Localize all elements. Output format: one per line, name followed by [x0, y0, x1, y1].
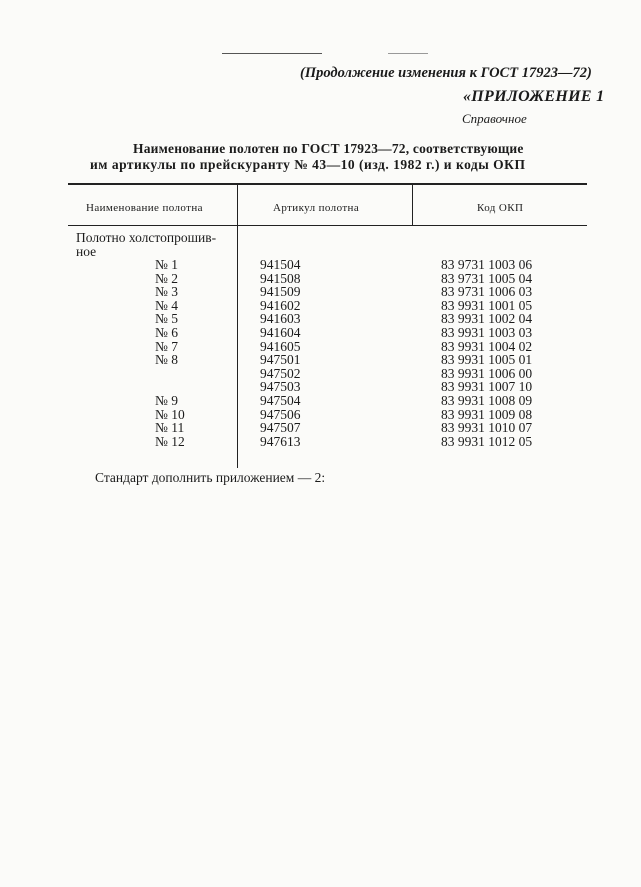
column-header-article: Артикул полотна — [273, 202, 360, 214]
row-article: 947507 — [260, 420, 301, 436]
table-title-line1: Наименование полотен по ГОСТ 17923—72, соответствующие — [133, 141, 524, 156]
footer-text: Стандарт дополнить приложением — 2: — [95, 470, 326, 485]
row-name: № 8 — [155, 352, 179, 368]
row-name: № 4 — [155, 297, 179, 313]
row-name: № 3 — [155, 284, 179, 300]
row-code: 83 9931 1009 08 — [441, 406, 533, 422]
row-article: 947613 — [260, 433, 301, 449]
row-code: 83 9931 1006 00 — [441, 365, 533, 381]
row-article: 947503 — [260, 379, 301, 395]
row-code: 83 9931 1004 02 — [441, 338, 533, 354]
row-article: 947506 — [260, 406, 301, 422]
continuation-note: (Продолжение изменения к ГОСТ 17923—72) — [300, 65, 592, 81]
row-name: № 5 — [155, 311, 179, 327]
row-article: 941602 — [260, 297, 301, 313]
row-code: 83 9931 1001 05 — [441, 297, 533, 313]
column-divider-1 — [237, 184, 238, 226]
row-article: 941603 — [260, 311, 301, 327]
row-article: 947504 — [260, 393, 301, 408]
row-code: 83 9931 1010 07 — [441, 420, 533, 436]
row-code: 83 9931 1002 04 — [441, 311, 533, 327]
table-lead-line2: ное — [76, 244, 97, 259]
table-top-rule — [68, 183, 587, 185]
row-name: № 9 — [155, 393, 179, 408]
row-name: № 6 — [155, 325, 179, 340]
row-name: № 11 — [155, 420, 185, 436]
column-header-code: Код ОКП — [477, 202, 524, 214]
row-code: 83 9731 1005 04 — [441, 270, 533, 286]
row-name: № 10 — [155, 406, 185, 422]
table-title-line2: им артикулы по прейскуранту № 43—10 (изд. 1982 г.) и коды ОКП — [90, 157, 526, 172]
row-code: 83 9931 1005 01 — [441, 352, 533, 368]
table-header-rule — [68, 225, 587, 226]
row-article: 941509 — [260, 284, 301, 300]
row-name: № 2 — [155, 270, 179, 286]
appendix-title: «ПРИЛОЖЕНИЕ 1 — [463, 88, 605, 105]
row-code: 83 9931 1007 10 — [441, 379, 533, 395]
row-article: 947502 — [260, 365, 301, 381]
row-name: № 12 — [155, 433, 185, 449]
column-divider-2 — [412, 184, 413, 226]
row-code: 83 9931 1012 05 — [441, 433, 533, 449]
row-code: 83 9731 1003 06 — [441, 257, 533, 272]
row-article: 941604 — [260, 325, 301, 340]
row-name: № 1 — [155, 257, 179, 272]
row-code: 83 9931 1008 09 — [441, 393, 533, 408]
row-code: 83 9931 1003 03 — [441, 325, 533, 340]
row-name: № 7 — [155, 338, 179, 354]
row-article: 947501 — [260, 352, 301, 368]
top-rule-right — [388, 53, 428, 54]
row-code: 83 9731 1006 03 — [441, 284, 533, 300]
row-article: 941605 — [260, 338, 301, 354]
column-header-name: Наименование полотна — [86, 202, 203, 214]
top-rule-left — [222, 53, 322, 54]
column-divider-1-body — [237, 226, 238, 468]
table-lead-line1: Полотно холстопрошив- — [76, 230, 217, 245]
row-article: 941504 — [260, 257, 301, 272]
reference-label: Справочное — [462, 111, 527, 126]
row-article: 941508 — [260, 270, 301, 286]
